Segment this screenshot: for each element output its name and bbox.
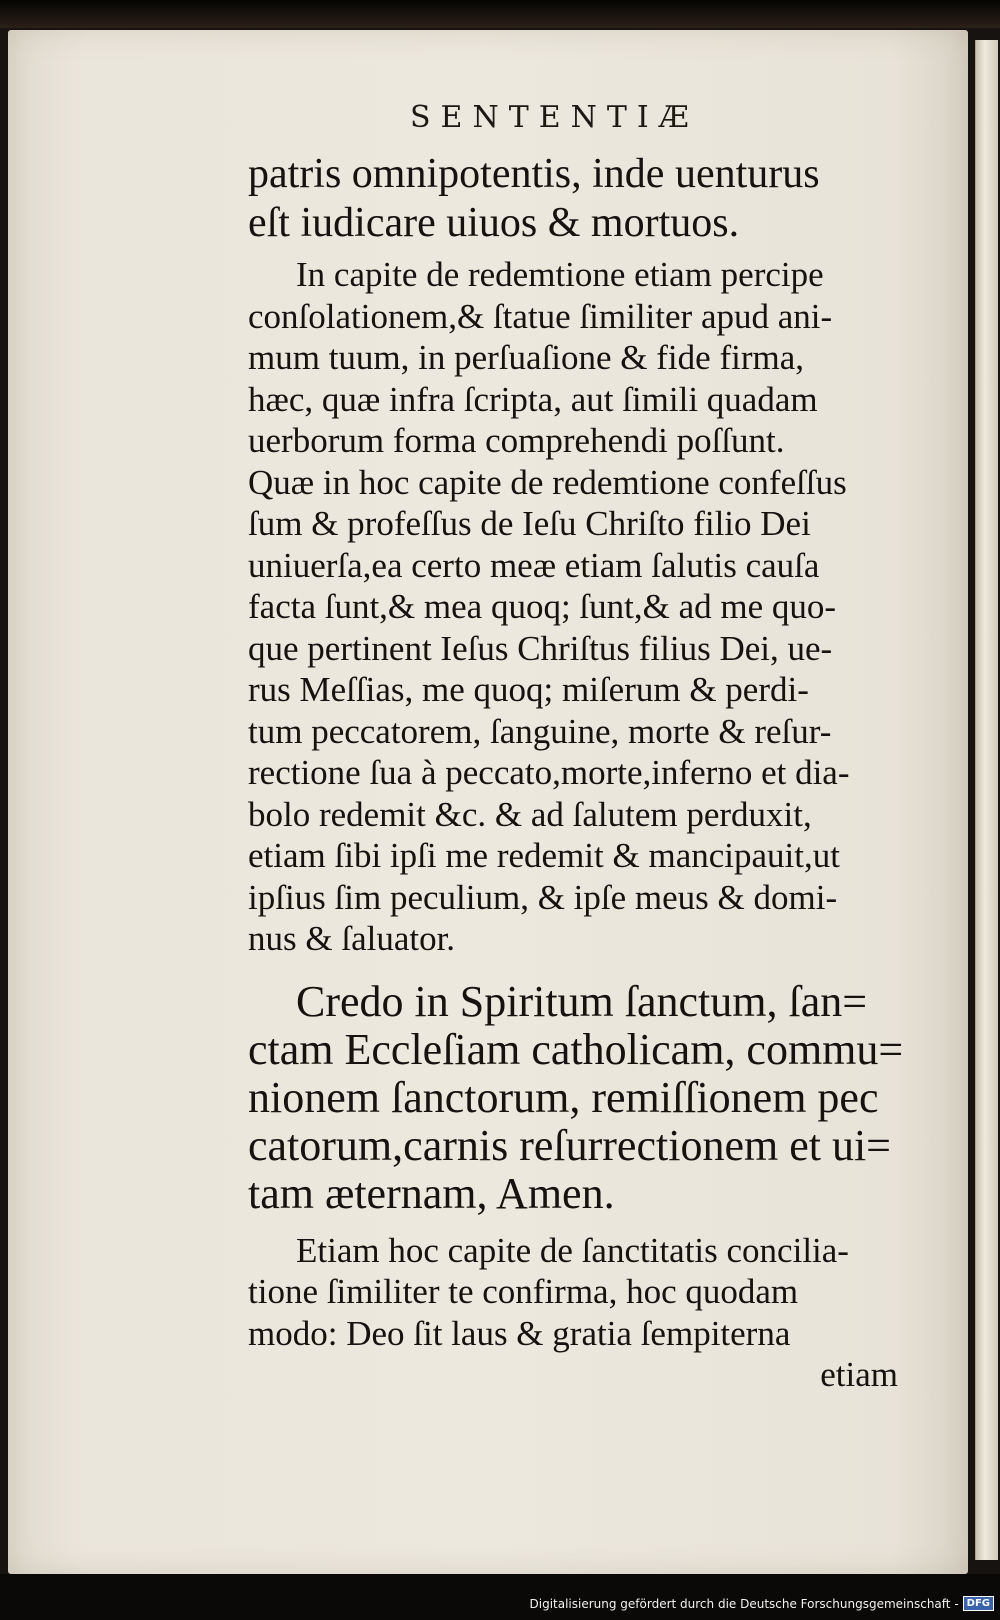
text-line: facta ſunt,& mea quoq; ſunt,& ad me quo- <box>248 587 837 626</box>
page-text <box>248 150 904 1396</box>
block-sanctification <box>248 1230 898 1396</box>
block-credo <box>248 976 904 1218</box>
text-line: In capite de redemtione etiam percipe <box>296 255 824 294</box>
dfg-logo-icon: DFG <box>963 1596 994 1611</box>
text-line: tum peccatorem, ſanguine, morte & reſur- <box>248 711 832 751</box>
credit-text: Digitalisierung gefördert durch die Deutsche Forschungsgemeinschaft - <box>529 1596 959 1611</box>
text-line: conſolationem,& ſtatue ſimiliter apud ani- <box>248 296 833 336</box>
text-line: Etiam hoc capite de ſanctitatis concilia- <box>296 1230 849 1270</box>
text-line: nionem ſanctorum, remiſſionem pec <box>248 1072 879 1122</box>
text-line: hæc, quæ infra ſcripta, aut ſimili quadam <box>248 379 818 419</box>
text-line: etiam ſibi ipſi me redemit & mancipauit,ut <box>248 836 840 875</box>
page-edge <box>975 40 998 1560</box>
text-line: uerborum forma comprehendi poſſunt. <box>248 421 785 460</box>
text-line: tione ſimiliter te confirma, hoc quodam <box>248 1272 799 1311</box>
text-line: uniuerſa,ea certo meæ etiam ſalutis cauſa <box>248 545 820 585</box>
text-line: bolo redemit &c. & ad ſalutem perduxit, <box>248 794 812 834</box>
text-line: tam æternam, Amen. <box>248 1168 615 1218</box>
text-line: ipſius ſim peculium, & ipſe meus & domi- <box>248 877 838 917</box>
text-line: que pertinent Ieſus Chriſtus filius Dei, ue- <box>248 628 833 668</box>
digitization-credit <box>530 1596 995 1611</box>
text-line: rus Meſſias, me quoq; miſerum & perdi- <box>248 670 809 709</box>
text-line: patris omnipotentis, inde uenturus <box>248 151 820 197</box>
text-line: eſt iudicare uiuos & mortuos. <box>248 200 740 246</box>
text-line: Credo in Spiritum ſanctum, ſan= <box>296 976 868 1026</box>
text-line: ctam Eccleſiam catholicam, commu= <box>248 1024 904 1074</box>
running-head: SENTENTIÆ <box>410 100 699 135</box>
block-creed-end <box>248 150 898 248</box>
text-line: catorum,carnis reſurrectionem et ui= <box>248 1120 891 1170</box>
text-line: nus & ſaluator. <box>248 919 456 958</box>
text-line: ſum & profeſſus de Ieſu Chriſto filio Dei <box>248 504 811 543</box>
catchword: etiam <box>820 1355 898 1394</box>
text-line: rectione ſua à peccato,morte,inferno et dia- <box>248 753 850 792</box>
top-shadow <box>0 0 1000 28</box>
text-line: Quæ in hoc capite de redemtione confeſſus <box>248 462 847 502</box>
block-redemption <box>248 254 898 960</box>
text-line: modo: Deo ſit laus & gratia ſempiterna <box>248 1313 791 1353</box>
text-line: mum tuum, in perſuaſione & fide firma, <box>248 338 804 377</box>
